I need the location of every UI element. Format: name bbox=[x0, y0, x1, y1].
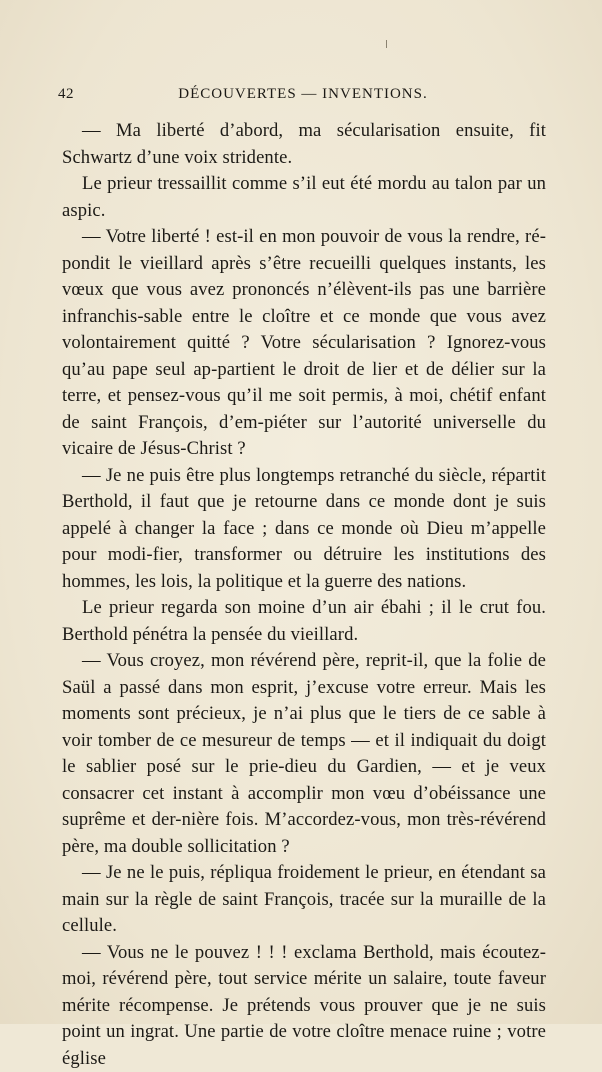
paragraph: — Je ne le puis, répliqua froidement le prieur, en étendant sa main sur la règle de saint François, tracée sur la muraille de la cellule. bbox=[62, 860, 546, 940]
paragraph: — Vous ne le pouvez ! ! ! exclama Berthold, mais écoutez-moi, révérend père, tout service mérite un salaire, toute faveur mérite récompense. Je prétends vous prouver que je ne suis point un ingrat. Une partie de votre cloître menace ruine ; votre église bbox=[62, 940, 546, 1072]
paragraph: — Je ne puis être plus longtemps retranché du siècle, répartit Berthold, il faut que je retourne dans ce monde dont je suis appelé à changer la face ; dans ce monde où Dieu m’appelle pour modi-fier, transformer ou détruire les institutions des hommes, les lois, la politique et la guerre des nations. bbox=[62, 463, 546, 596]
paragraph: Le prieur regarda son moine d’un air ébahi ; il le crut fou. Berthold pénétra la pensée du vieillard. bbox=[62, 595, 546, 648]
paragraph: Le prieur tressaillit comme s’il eut été mordu au talon par un aspic. bbox=[62, 171, 546, 224]
paragraph: — Votre liberté ! est-il en mon pouvoir de vous la rendre, ré-pondit le vieillard après s’être recueilli quelques instants, les vœux que vous avez prononcés n’élèvent-ils pas une barrière infranchis-sable entre le cloître et ce monde que vous avez volontairement quitté ? Votre sécularisation ? Ignorez-vous qu’au pape seul ap-partient le droit de lier et de délier sur la terre, et pensez-vous qu’il me soit permis, à moi, chétif enfant de saint François, d’em-piéter sur l’autorité universelle du vicaire de Jésus-Christ ? bbox=[62, 224, 546, 463]
running-title: DÉCOUVERTES — INVENTIONS. bbox=[58, 86, 548, 103]
paragraph: — Ma liberté d’abord, ma sécularisation ensuite, fit Schwartz d’une voix stridente. bbox=[62, 118, 546, 171]
text-body bbox=[62, 118, 546, 1072]
print-mark bbox=[386, 40, 387, 48]
paragraph: — Vous croyez, mon révérend père, reprit-il, que la folie de Saül a passé dans mon esprit, j’excuse votre erreur. Mais les moments sont précieux, je n’ai plus que le tiers de ce sable à voir tomber de ce mesureur de temps — et il indiquait du doigt le sablier posé sur le prie-dieu du Gardien, — et je veux consacrer cet instant à accomplir mon vœu d’obéissance une suprême et der-nière fois. M’accordez-vous, mon très-révérend père, ma double sollicitation ? bbox=[62, 648, 546, 860]
page-header bbox=[58, 86, 548, 106]
page-number: 42 bbox=[58, 86, 74, 103]
